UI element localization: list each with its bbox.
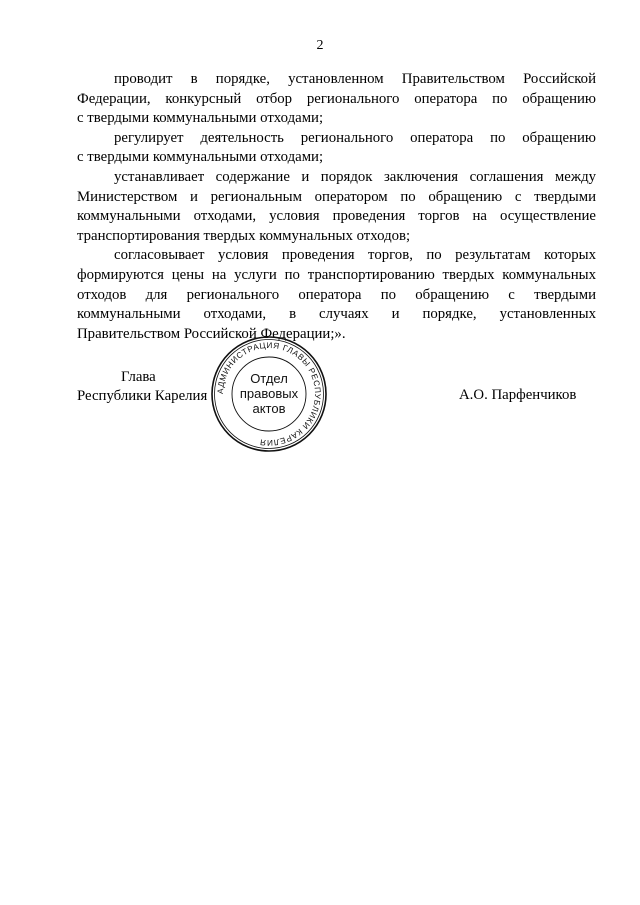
stamp-center-line1: Отдел bbox=[250, 371, 288, 386]
text-line: отходов для регионального оператора по обращению с твердыми bbox=[77, 286, 596, 303]
text-line: с твердыми коммунальными отходами; bbox=[77, 149, 324, 166]
paragraph-2 bbox=[77, 129, 596, 168]
text-line: Правительством Российской Федерации;». bbox=[77, 325, 346, 342]
stamp-ring-text: АДМИНИСТРАЦИЯ ГЛАВЫ РЕСПУБЛИКИ КАРЕЛИЯ bbox=[215, 340, 323, 448]
text-line: проводит в порядке, установленном Правительством Российской bbox=[114, 71, 596, 87]
paragraph-3 bbox=[77, 168, 596, 246]
body-text bbox=[77, 70, 596, 344]
signatory-title-line1: Глава bbox=[121, 369, 156, 385]
paragraph-1 bbox=[77, 70, 596, 129]
official-stamp bbox=[209, 334, 329, 454]
signatory-name: А.О. Парфенчиков bbox=[459, 387, 577, 403]
text-line: регулирует деятельность регионального оператора по обращению bbox=[114, 129, 596, 146]
stamp-center-line3: актов bbox=[252, 401, 286, 416]
text-line: Министерством и региональным оператором по обращению с твердыми bbox=[77, 188, 596, 205]
text-line: транспортирования твердых коммунальных отходов; bbox=[77, 227, 411, 244]
text-line: согласовывает условия проведения торгов, по результатам которых bbox=[114, 247, 596, 264]
signatory-title-line2: Республики Карелия bbox=[77, 387, 208, 404]
stamp-center-line2: правовых bbox=[239, 386, 299, 401]
text-line: формируются цены на услуги по транспортированию твердых коммунальных bbox=[77, 266, 596, 283]
text-line: коммунальными отходами, условия проведения торгов на осуществление bbox=[77, 208, 596, 225]
text-line: устанавливает содержание и порядок заключения соглашения между bbox=[114, 168, 596, 185]
signatory-title bbox=[77, 368, 207, 405]
text-line: с твердыми коммунальными отходами; bbox=[77, 110, 324, 127]
page-number: 2 bbox=[316, 38, 324, 53]
text-line: Федерации, конкурсный отбор регионального оператора по обращению bbox=[77, 90, 596, 107]
paragraph-4 bbox=[77, 246, 596, 344]
text-line: коммунальными отходами, в случаях и порядке, установленных bbox=[77, 306, 596, 323]
